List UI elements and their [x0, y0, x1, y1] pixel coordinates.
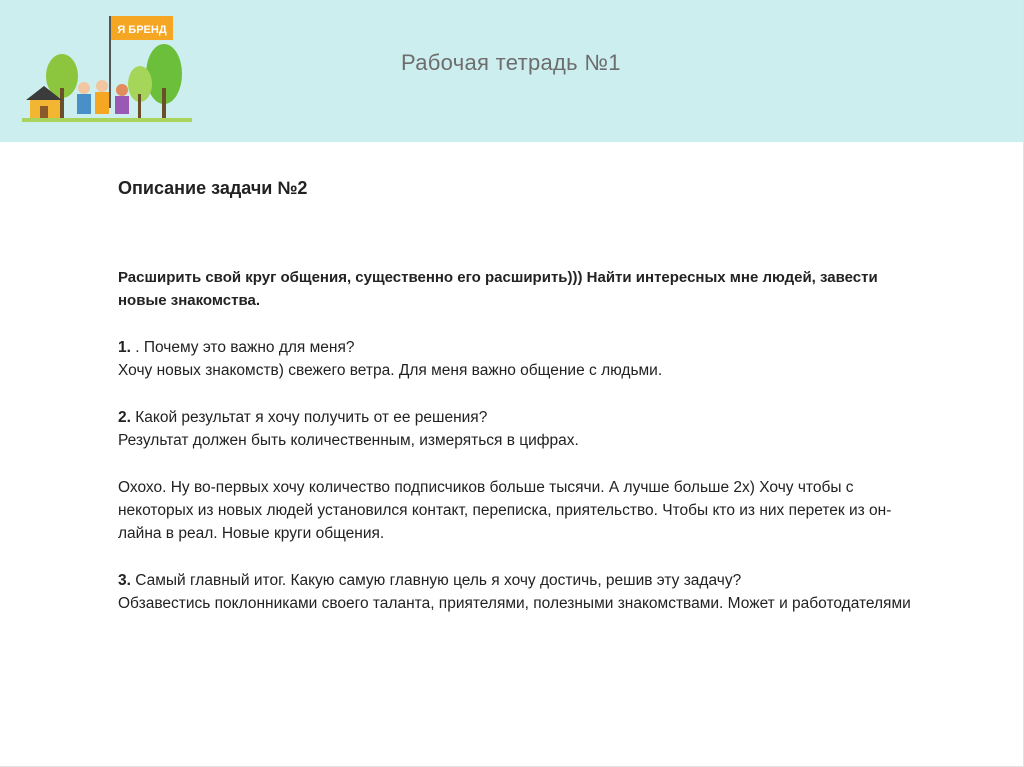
- brand-logo-illustration: [22, 8, 192, 126]
- question-3-number: 3.: [118, 572, 131, 589]
- header-banner: [0, 0, 1023, 142]
- task-content: [118, 176, 918, 639]
- logo-badge-text: Я БРЕНД: [117, 24, 167, 36]
- question-2: [118, 406, 918, 429]
- answer-3: Обзавестись поклонниками своего таланта, приятелями, полезными знакомствами. Может и работодателями: [118, 595, 911, 612]
- task-title: Описание задачи №2: [118, 178, 308, 198]
- workbook-title: Рабочая тетрадь №1: [401, 50, 621, 75]
- question-1-block: [118, 336, 918, 382]
- question-2-text: Какой результат я хочу получить от ее решения?: [130, 409, 488, 426]
- question-3-block: [118, 569, 918, 615]
- question-1-number: 1.: [118, 339, 131, 356]
- task-description: Расширить свой круг общения, существенно его расширить))) Найти интересных мне людей, завести новые знакомства.: [118, 269, 878, 309]
- question-3: [118, 569, 918, 592]
- answer-2-details: Охохо. Ну во-первых хочу количество подписчиков больше тысячи. А лучше больше 2х) Хочу чтобы с некоторых из новых людей установился контакт, переписка, приятельство. Чтобы кто из них перетек из он-лайна в реал. Новые круги общения.: [118, 479, 892, 542]
- question-1: [118, 336, 918, 359]
- question-3-text: Самый главный итог. Какую самую главную цель я хочу достичь, решив эту задачу?: [130, 572, 742, 589]
- answer-2: Результат должен быть количественным, измеряться в цифрах.: [118, 432, 579, 449]
- question-1-text: . Почему это важно для меня?: [130, 339, 355, 356]
- question-2-number: 2.: [118, 409, 131, 426]
- answer-1: Хочу новых знакомств) свежего ветра. Для меня важно общение с людьми.: [118, 362, 663, 379]
- question-2-block: [118, 406, 918, 452]
